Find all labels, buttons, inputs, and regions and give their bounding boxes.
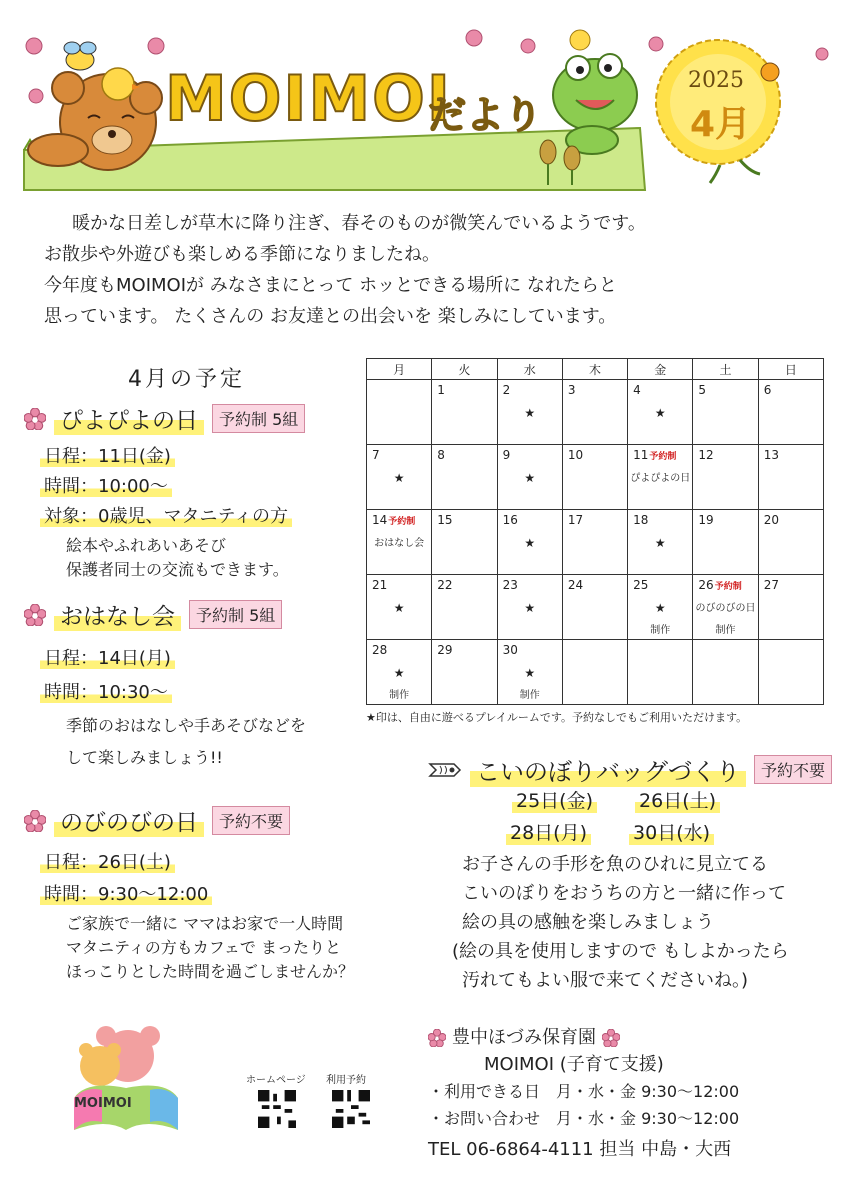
calendar-day-cell (758, 510, 823, 575)
event-time (40, 472, 172, 498)
calendar-day-cell (367, 445, 432, 510)
event-label: のびのびの日 (695, 603, 756, 614)
day-number-text: 26 (698, 578, 714, 592)
org-hours: ・利用できる日 月・水・金 9:30〜12:00 (428, 1082, 740, 1101)
reservation-tag: 予約制 (388, 517, 416, 527)
craft-label: 制作 (519, 690, 540, 701)
day-number (764, 383, 772, 397)
issue-month: 4月 (690, 104, 752, 145)
event-note (66, 534, 289, 582)
day-number (503, 448, 511, 462)
qr-label-homepage: ホームページ (246, 1075, 306, 1086)
day-number-text: 8 (437, 448, 445, 462)
bee-icon (64, 42, 96, 70)
day-number (372, 448, 380, 462)
playroom-star: ★ (654, 601, 666, 615)
day-number (764, 513, 779, 527)
event-name: ぴよぴよの日 (54, 402, 204, 435)
header (0, 0, 850, 200)
event-note (66, 714, 306, 770)
newsletter-title-suffix: だより (428, 93, 543, 137)
day-number-text: 10 (567, 448, 584, 462)
calendar-week-row (367, 380, 824, 445)
day-number (372, 643, 387, 657)
flower-icon (602, 1029, 620, 1047)
day-number-text: 1 (437, 383, 445, 397)
playroom-star: ★ (524, 536, 536, 550)
playroom-star: ★ (393, 471, 405, 485)
day-number-text: 22 (437, 578, 453, 592)
issue-year: 2025 (688, 68, 744, 93)
day-number-text: 24 (567, 578, 584, 592)
calendar-day-cell (628, 380, 693, 445)
calendar-day-cell (628, 445, 693, 510)
day-number-text: 16 (502, 513, 518, 527)
craft-label: 制作 (389, 690, 410, 701)
calendar-day-cell (497, 445, 562, 510)
calendar-week-row (367, 445, 824, 510)
calendar-day-cell (562, 575, 627, 640)
calendar-day-cell (628, 640, 693, 705)
day-number-text: 12 (698, 448, 714, 462)
event-header-piyopiyo (24, 402, 305, 435)
calendar-day-cell (693, 575, 758, 640)
day-number-text: 28 (372, 643, 388, 657)
day-number (568, 513, 583, 527)
koinobori-dates-row (506, 818, 806, 845)
day-number-text: 2 (502, 383, 511, 397)
logo-text: MOIMOI (74, 1096, 132, 1111)
calendar-day-cell (432, 575, 497, 640)
weekday-header: 金 (628, 359, 693, 380)
schedule-title: 4月の予定 (128, 367, 245, 392)
reservation-badge: 予約制 5組 (189, 600, 282, 629)
bear-icon (28, 72, 162, 170)
playroom-star: ★ (393, 601, 405, 615)
day-number-text: 25 (633, 578, 649, 592)
playroom-star: ★ (654, 536, 666, 550)
day-number (568, 448, 583, 462)
reservation-badge: 予約不要 (212, 806, 290, 835)
day-number-text: 20 (763, 513, 779, 527)
koinobori-date: 28日(月) (506, 818, 591, 845)
weekday-header: 水 (497, 359, 562, 380)
calendar-body (367, 380, 824, 705)
org-tel: TEL 06-6864-4111 担当 中島・大西 (428, 1139, 732, 1160)
calendar-day-cell (432, 445, 497, 510)
day-number (503, 383, 511, 397)
event-time-text: 時間：10:00〜 (40, 476, 172, 497)
day-number-text: 29 (437, 643, 453, 657)
event-target (40, 502, 292, 528)
intro-line: 今年度もMOIMOIが みなさまにとって ホッとできる場所に なれたらと (44, 275, 617, 296)
calendar-day-cell (758, 380, 823, 445)
event-label: おはなし会 (374, 538, 425, 549)
craft-label: 制作 (650, 625, 671, 636)
day-number (437, 383, 445, 397)
koinobori-desc-line: 絵の具の感触を楽しみましょう (462, 912, 714, 933)
day-number-text: 15 (437, 513, 453, 527)
event-note-line: 保護者同士の交流もできます。 (66, 560, 289, 579)
day-number (503, 643, 518, 657)
day-number-text: 17 (567, 513, 584, 527)
calendar-day-cell (693, 640, 758, 705)
day-number-text: 30 (502, 643, 518, 657)
calendar-week-row (367, 510, 824, 575)
intro-line: 思っています。 たくさんの お友達との出会いを 楽しみにしています。 (44, 306, 617, 327)
qr-label-reservation: 利用予約 (326, 1075, 366, 1086)
day-number (633, 383, 641, 397)
weekday-header: 火 (432, 359, 497, 380)
day-number (568, 383, 576, 397)
event-target-text: 対象：0歳児、マタニティの方 (40, 506, 292, 527)
day-number-text: 18 (633, 513, 649, 527)
event-header-ohanashi (24, 598, 282, 631)
calendar-note: ★印は、自由に遊べるプレイルームです。予約なしでもご利用いただけます。 (366, 711, 748, 724)
org-sub: MOIMOI (子育て支援) (484, 1054, 664, 1075)
flower-icon (428, 1029, 446, 1047)
intro-line: 暖かな日差しが草木に降り注ぎ、春そのものが微笑んでいるようです。 (72, 213, 646, 234)
day-number (764, 448, 779, 462)
org-name: 豊中ほづみ保育園 (452, 1027, 596, 1048)
day-number (437, 578, 452, 592)
day-number (633, 448, 676, 462)
koinobori-icon (428, 760, 462, 780)
day-number (372, 513, 415, 527)
qr-code-icon[interactable] (258, 1090, 296, 1128)
organization-info (428, 1024, 739, 1163)
event-header-nobinobi (24, 804, 290, 837)
calendar-day-cell (432, 380, 497, 445)
day-number-text: 11 (633, 448, 649, 462)
day-number (568, 578, 583, 592)
newsletter-title: MOIMOI (165, 62, 452, 135)
calendar-day-cell (628, 575, 693, 640)
calendar-day-cell (367, 640, 432, 705)
calendar-day-cell (367, 575, 432, 640)
weekday-header: 日 (758, 359, 823, 380)
event-label: ぴよぴよの日 (630, 473, 691, 484)
event-note-line: 絵本やふれあいあそび (66, 536, 227, 555)
playroom-star: ★ (524, 471, 536, 485)
calendar-header-row (367, 359, 824, 380)
calendar-day-cell (432, 640, 497, 705)
qr-code-icon[interactable] (332, 1090, 370, 1128)
calendar-day-cell (367, 380, 432, 445)
event-date-text: 日程：26日(土) (40, 852, 175, 873)
koinobori-desc-line: こいのぼりをおうちの方と一緒に作って (462, 883, 786, 904)
weekday-header: 月 (367, 359, 432, 380)
day-number-text: 5 (698, 383, 707, 397)
calendar-day-cell (693, 510, 758, 575)
day-number (633, 513, 648, 527)
event-date (40, 644, 175, 670)
koinobori-header (428, 752, 832, 787)
event-name: おはなし会 (54, 598, 181, 631)
event-note-line: 季節のおはなしや手あそびなどを (66, 716, 307, 735)
calendar-day-cell (497, 510, 562, 575)
reservation-tag: 予約制 (649, 452, 677, 462)
event-time (40, 678, 172, 704)
craft-label: 制作 (715, 625, 736, 636)
day-number-text: 27 (763, 578, 779, 592)
calendar-day-cell (497, 640, 562, 705)
calendar (366, 358, 824, 705)
flower-icon (24, 408, 46, 430)
day-number (698, 513, 713, 527)
calendar-day-cell (367, 510, 432, 575)
playroom-star: ★ (524, 406, 536, 420)
event-note-line: ほっこりとした時間を過ごしませんか？ (66, 962, 355, 981)
day-number (437, 448, 445, 462)
day-number (698, 383, 706, 397)
event-date (40, 442, 175, 468)
reservation-badge: 予約制 5組 (212, 404, 305, 433)
weekday-header: 土 (693, 359, 758, 380)
koinobori-date: 25日(金) (512, 786, 597, 813)
calendar-day-cell (562, 380, 627, 445)
event-note (66, 912, 354, 984)
day-number-text: 23 (502, 578, 518, 592)
event-note-line: して楽しみましょう!! (66, 748, 223, 767)
day-number (764, 578, 779, 592)
event-note-line: マタニティの方もカフェで まったりと (66, 938, 342, 957)
day-number-text: 6 (763, 383, 772, 397)
day-number (698, 448, 713, 462)
calendar-day-cell (432, 510, 497, 575)
event-note-line: ご家族で一緒に ママはお家で一人時間 (66, 914, 344, 933)
event-date (40, 848, 175, 874)
koinobori-desc-line: (絵の具を使用しますので もしよかったら (452, 941, 789, 962)
calendar-day-cell (693, 445, 758, 510)
playroom-star: ★ (524, 666, 536, 680)
day-number-text: 4 (633, 383, 641, 397)
day-number (698, 578, 741, 592)
day-number (503, 578, 518, 592)
weekday-header: 木 (562, 359, 627, 380)
calendar-day-cell (758, 445, 823, 510)
day-number-text: 9 (502, 448, 511, 462)
playroom-star: ★ (524, 601, 536, 615)
event-time (40, 880, 212, 906)
day-number-text: 14 (372, 513, 388, 527)
org-name-row (428, 1024, 739, 1051)
koinobori-dates-row (512, 786, 812, 813)
koinobori-description (452, 850, 789, 995)
org-contact-hours: ・お問い合わせ 月・水・金 9:30〜12:00 (428, 1109, 740, 1128)
playroom-star: ★ (393, 666, 405, 680)
event-time-text: 時間：10:30〜 (40, 682, 172, 703)
day-number-text: 19 (698, 513, 714, 527)
event-time-text: 時間：9:30〜12:00 (40, 884, 212, 905)
calendar-day-cell (497, 575, 562, 640)
calendar-day-cell (693, 380, 758, 445)
koinobori-date: 30日(水) (629, 818, 714, 845)
playroom-star: ★ (654, 406, 666, 420)
day-number (437, 643, 452, 657)
flower-icon (24, 604, 46, 626)
event-name: のびのびの日 (54, 804, 204, 837)
calendar-day-cell (628, 510, 693, 575)
day-number (633, 578, 648, 592)
day-number-text: 3 (567, 383, 576, 397)
calendar-week-row (367, 575, 824, 640)
koinobori-desc-line: お子さんの手形を魚のひれに見立てる (462, 854, 768, 875)
koinobori-desc-line: 汚れてもよい服で来てくださいね。) (462, 970, 749, 991)
calendar-week-row (367, 640, 824, 705)
bear-logo-icon (66, 1014, 196, 1144)
calendar-day-cell (562, 640, 627, 705)
event-date-text: 日程：14日(月) (40, 648, 175, 669)
reservation-tag: 予約制 (714, 582, 742, 592)
intro-text (44, 208, 804, 332)
koinobori-date: 26日(土) (635, 786, 720, 813)
intro-line: お散歩や外遊びも楽しめる季節になりましたね。 (44, 244, 440, 265)
day-number-text: 13 (763, 448, 779, 462)
day-number-text: 21 (372, 578, 388, 592)
reservation-badge: 予約不要 (754, 755, 832, 784)
calendar-day-cell (562, 445, 627, 510)
calendar-day-cell (497, 380, 562, 445)
day-number-text: 7 (372, 448, 380, 462)
calendar-day-cell (562, 510, 627, 575)
calendar-day-cell (758, 640, 823, 705)
koinobori-title: こいのぼりバッグづくり (470, 752, 746, 787)
flower-icon (24, 810, 46, 832)
day-number (437, 513, 452, 527)
moimoi-logo (66, 1014, 196, 1144)
day-number (372, 578, 387, 592)
event-date-text: 日程：11日(金) (40, 446, 175, 467)
day-number (503, 513, 518, 527)
calendar-day-cell (758, 575, 823, 640)
